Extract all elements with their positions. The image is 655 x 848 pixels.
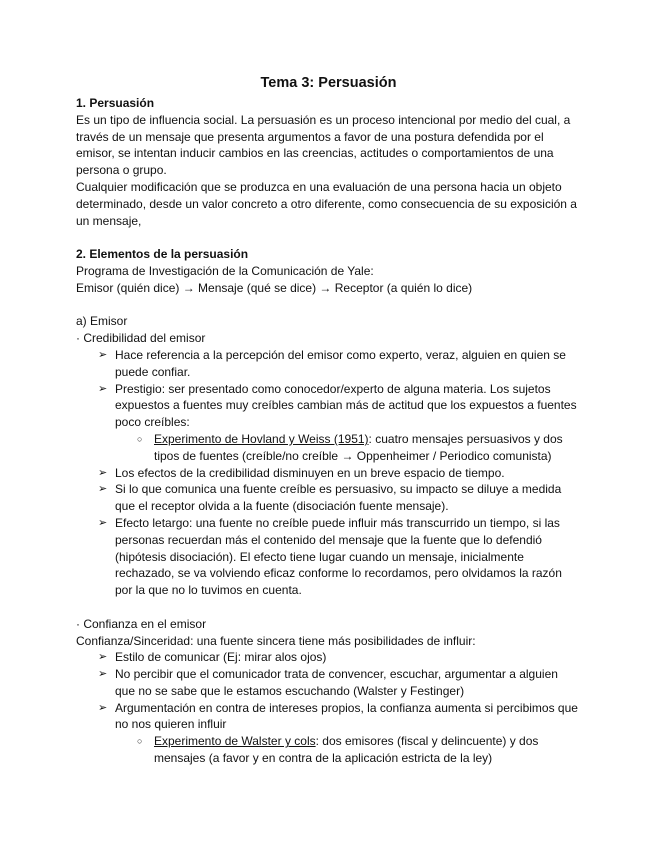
trust-list (76, 649, 581, 767)
nested-list (115, 431, 581, 465)
section-heading-persuasion: 1. Persuasión (76, 96, 155, 110)
list-item-text: Estilo de comunicar (Ej: mirar alos ojos) (115, 650, 327, 665)
credibility-title: · Credibilidad del emisor (76, 331, 206, 346)
spacer (76, 297, 581, 314)
list-item-text: Argumentación en contra de intereses propios, la confianza aumenta si percibimos que no nos quieren influir (115, 700, 578, 732)
trust-line: Confianza/Sinceridad: una fuente sincera tiene más posibilidades de influir: (76, 633, 476, 648)
nested-list (115, 733, 581, 767)
circle-bullet-icon: ○ (137, 736, 143, 747)
walster-experiment-text: : dos emisores (fiscal y delincuente) y dos mensajes (a favor y en contra de la aplicación estricta de la ley) (154, 734, 539, 766)
hovland-experiment-text: : cuatro mensajes persuasivos y dos tipos de fuentes (creíble/no creíble → Oppenheimer / Periodico comunista) (154, 431, 563, 463)
walster-experiment-link[interactable]: Experimento de Walster y cols (154, 734, 316, 749)
paragraph-modification: Cualquier modificación que se produzca en una evaluación de una persona hacia un objeto determinado, desde un valor concreto a otro diferente, como consecuencia de su exposición a un mensaje, (76, 179, 577, 228)
arrow-bullet-icon: ➢ (98, 668, 108, 681)
subsection-emisor: a) Emisor (76, 314, 128, 329)
list-item-text: Prestigio: ser presentado como conocedor/experto de alguna materia. Los sujetos expuestos a fuentes muy creíbles cambian más de actitud que los expuestos a fuentes poco creíbles: (115, 381, 577, 430)
arrow-bullet-icon: ➢ (98, 466, 108, 479)
list-item (98, 666, 581, 700)
communication-chain-line: Emisor (quién dice) → Mensaje (qué se dice) → Receptor (a quién lo dice) (76, 280, 473, 295)
list-item-text: Efecto letargo: una fuente no creíble puede influir más transcurrido un tiempo, si las personas recuerdan más el contenido del mensaje que la fuente que lo defendió (hipótesis disociación). El efecto tiene lugar cuando un mensaje, inicialmente rechazado, se va volviendo eficaz conforme lo recordamos, pero olvidamos la razón por la que no lo tuvimos en cuenta. (115, 515, 562, 598)
list-item (98, 481, 581, 515)
list-item (98, 381, 581, 465)
list-item-text: Los efectos de la credibilidad disminuyen en un breve espacio de tiempo. (115, 465, 505, 480)
arrow-bullet-icon: ➢ (98, 348, 108, 361)
list-item-text: Si lo que comunica una fuente creíble es persuasivo, su impacto se diluye a medida que el receptor olvida a la fuente (disociación fuente mensaje). (115, 482, 562, 514)
list-item (137, 733, 581, 767)
list-item-text: No percibir que el comunicador trata de convencer, escuchar, argumentar a alguien que no se sabe que le estamos escuchando (Walster y Festinger) (115, 667, 558, 698)
section-heading-elements: 2. Elementos de la persuasión (76, 247, 249, 262)
arrow-bullet-icon: ➢ (98, 483, 108, 496)
yale-program-line: Programa de Investigación de la Comunicación de Yale: (76, 263, 374, 278)
trust-title: · Confianza en el emisor (76, 616, 207, 631)
arrow-bullet-icon: ➢ (98, 651, 108, 664)
arrow-bullet-icon: ➢ (98, 382, 108, 395)
paragraph-definition: Es un tipo de influencia social. La persuasión es un proceso intencional por medio del cual, a través de un mensaje que presenta argumentos a favor de una postura defendida por el emisor, se intentan inducir cambios en las creencias, actitudes o comportamientos de una persona o grupo. (76, 112, 571, 178)
list-item (98, 347, 581, 381)
list-item (98, 649, 581, 666)
arrow-bullet-icon: ➢ (98, 701, 108, 714)
list-item (98, 700, 581, 767)
credibility-list (76, 347, 581, 599)
spacer (76, 599, 581, 616)
list-item-text: Hace referencia a la percepción del emisor como experto, veraz, alguien en quien se puede confiar. (115, 347, 566, 379)
list-item (137, 431, 581, 465)
list-item (98, 465, 581, 482)
arrow-bullet-icon: ➢ (98, 516, 108, 529)
page-title: Tema 3: Persuasión (260, 75, 397, 91)
spacer (76, 229, 581, 246)
hovland-experiment-link[interactable]: Experimento de Hovland y Weiss (1951) (154, 431, 369, 446)
circle-bullet-icon: ○ (137, 433, 143, 444)
list-item (98, 515, 581, 599)
